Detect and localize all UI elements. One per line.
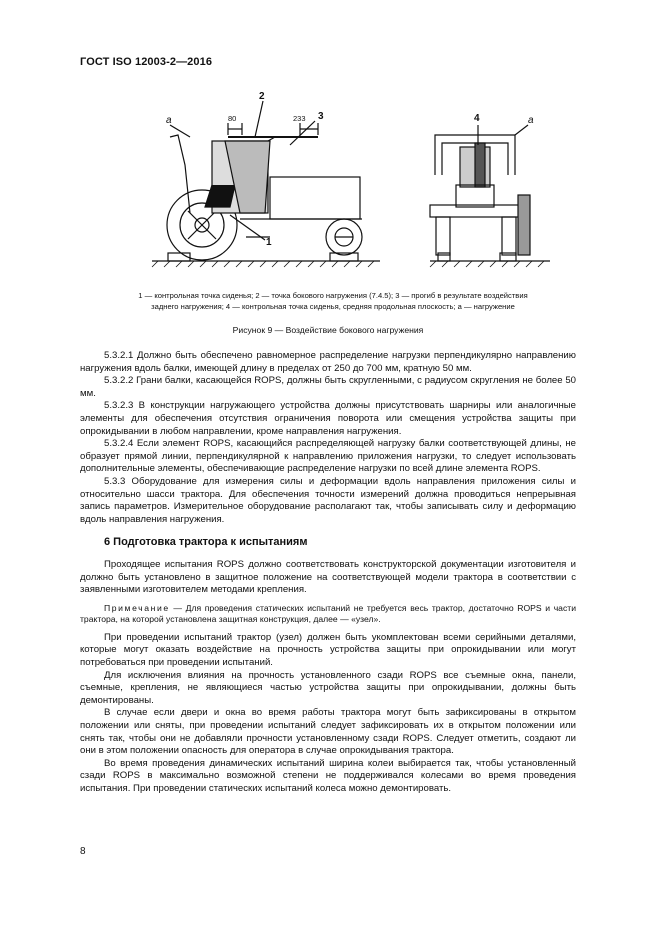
paragraph: 5.3.2.3 В конструкции нагружающего устройства должны присутствовать шарниры или аналогичные элементы для обеспечения отсутствия ограничения поворота или смещения устройства защиты при опрокидывании в любом направлении, кроме направления нагружения. bbox=[80, 400, 576, 437]
note bbox=[80, 603, 576, 626]
paragraph: 5.3.2.2 Грани балки, касающейся ROPS, должны быть скругленными, с радиусом скругления не более 50 мм. bbox=[80, 375, 576, 399]
tractor-hood bbox=[270, 177, 360, 219]
figure-legend-line: 1 — контрольная точка сиденья; 2 — точка бокового нагружения (7.4.5); 3 — прогиб в результате воздействия bbox=[138, 291, 528, 300]
paragraph: 5.3.2.4 Если элемент ROPS, касающийся распределяющей нагрузку балки соответствующей длины, не образует прямой линии, перпендикулярной к направлению приложения нагрузки, то следует использовать дополнительные элементы, обеспечивающие распределение нагрузки по всей длине элемента ROPS. bbox=[80, 438, 576, 475]
paragraph: При проведении испытаний трактор (узел) должен быть укомплектован всеми серийными деталями, которые могут оказать воздействие на прочность устройства защиты при опрокидывании или могут потребоваться при проведении испытаний. bbox=[80, 631, 576, 669]
callout-2: 2 bbox=[259, 91, 265, 102]
document-body bbox=[80, 350, 576, 796]
note-text: — Для проведения статических испытаний не требуется весь трактор, достаточно ROPS и части трактора, на которой установлена защитная конструкция, далее — «узел». bbox=[80, 602, 576, 625]
note-label: Примечание bbox=[104, 602, 170, 613]
dimension-233: 233 bbox=[293, 114, 306, 123]
figure-legend-line: заднего нагружения; 4 — контрольная точка сиденья, средняя продольная плоскость; a — нагружение bbox=[151, 302, 515, 311]
rops-rear-post bbox=[170, 135, 190, 213]
document-header: ГОСТ ISO 12003-2—2016 bbox=[80, 56, 213, 68]
paragraph: Проходящее испытания ROPS должно соответствовать конструкторской документации изготовителя и должно быть установлено в защитное положение на соответствующей модели трактора в соответствии с заявленными изготовителем методами крепления. bbox=[80, 558, 576, 596]
figure-legend bbox=[90, 290, 576, 312]
callout-1: 1 bbox=[266, 237, 272, 248]
ground-hatch-left bbox=[152, 261, 374, 267]
paragraph: 5.3.3 Оборудование для измерения силы и деформации вдоль направления приложения силы и относительно шасси трактора. Для обеспечения точности измерений должна проводиться непрерывная запись параметров. Измерительное оборудование располагают так, чтобы записывать силу и деформацию вдоль направления нагружения. bbox=[80, 475, 576, 525]
ground-hatch-right bbox=[430, 261, 544, 267]
side-loading-figure bbox=[130, 85, 585, 280]
paragraph: 5.3.2.1 Должно быть обеспечено равномерное распределение нагрузки перпендикулярно направлению нагружения вдоль балки, имеющей длину в пределах от 250 до 700 мм, кратную 50 мм. bbox=[80, 350, 576, 374]
section-title: 6 Подготовка трактора к испытаниям bbox=[104, 536, 308, 549]
paragraph: Во время проведения динамических испытаний ширина колеи выбирается так, чтобы установленный сзади ROPS в максимально возможной степени не поддерживался колесами во время проведения испытания. При проведении статических испытаний колеса можно демонтировать. bbox=[80, 757, 576, 794]
figure-caption: Рисунок 9 — Воздействие бокового нагружения bbox=[232, 325, 424, 335]
page-number: 8 bbox=[80, 846, 86, 857]
callout-4: 4 bbox=[474, 113, 480, 124]
dimension-80: 80 bbox=[228, 114, 237, 123]
paragraph: Для исключения влияния на прочность установленного сзади ROPS все съемные окна, панели, съемные, крепления, не являющиеся частью устройства защиты при опрокидывании, должны быть демонтированы. bbox=[80, 669, 576, 706]
callout-3: 3 bbox=[318, 111, 324, 122]
callout-a-left: a bbox=[166, 115, 172, 126]
callout-a-right: a bbox=[528, 115, 534, 126]
paragraph: В случае если двери и окна во время работы трактора могут быть зафиксированы в открытом положении или сняты, при проведении испытаний следует зафиксировать их в открытом положении или снять так, чтобы они не добавляли прочности установленному сзади ROPS. Следует отметить, создают ли они в этом положении опасность для оператора в случае опрокидывания трактора. bbox=[80, 707, 576, 757]
